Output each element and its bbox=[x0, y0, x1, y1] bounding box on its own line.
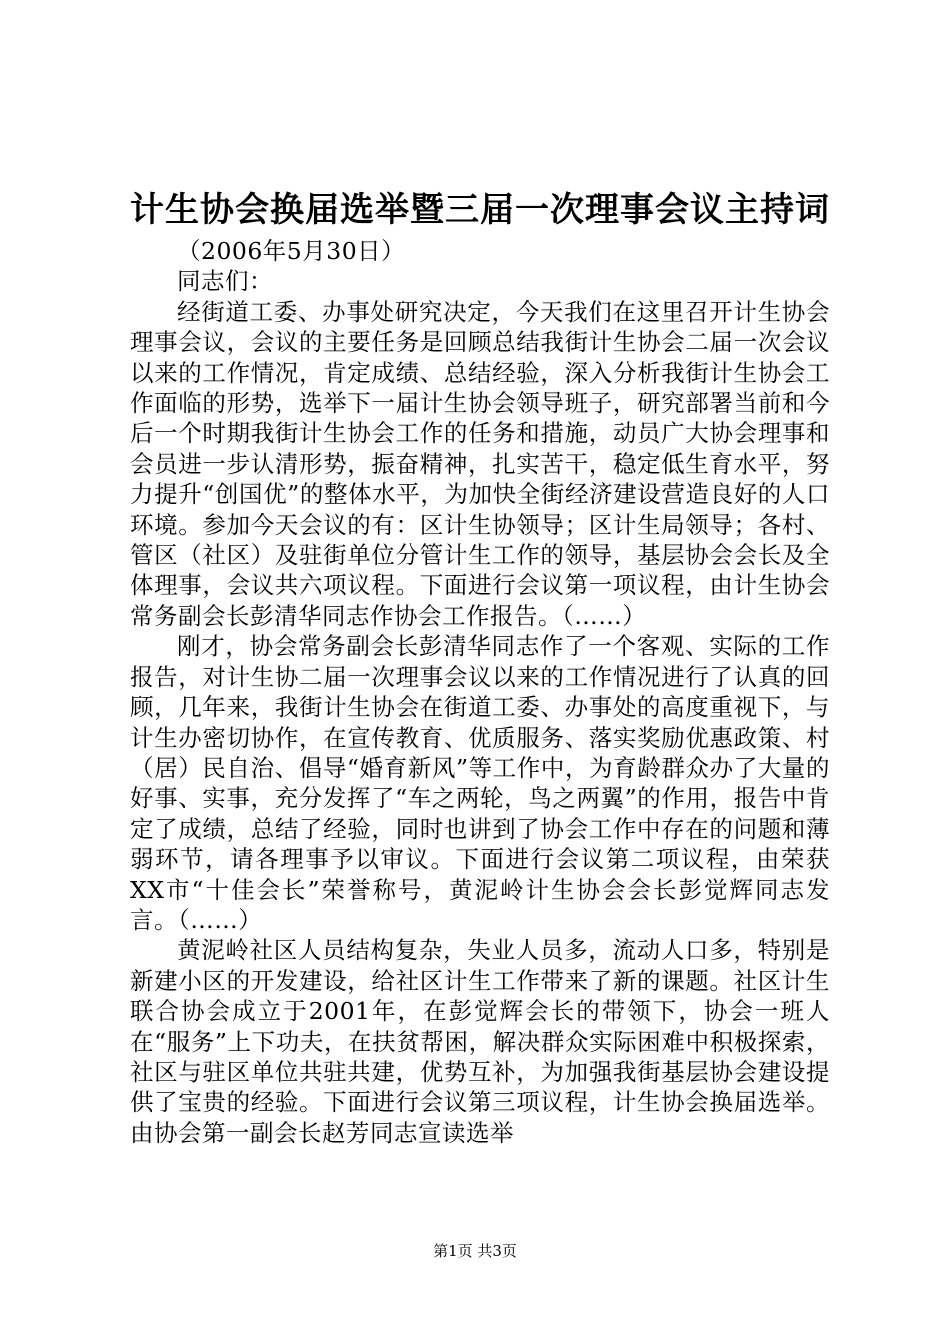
page-number-footer: 第1页 共3页 bbox=[433, 1242, 517, 1260]
paragraph-1: 经街道工委、办事处研究决定，今天我们在这里召开计生协会理事会议，会议的主要任务是回顾总结我街计生协会二届一次会议以来的工作情况，肯定成绩、总结经验，深入分析我街计生协会工作面临的形势，选举下一届计生协会领导班子，研究部署当前和今后一个时期我街计生协会工作的任务和措施，动员广大协会理事和会员进一步认清形势，振奋精神，扎实苦干，稳定低生育水平，努力提升“创国优”的整体水平，为加快全街经济建设营造良好的人口环境。参加今天会议的有：区计生协领导；区计生局领导；各村、管区（社区）及驻街单位分管计生工作的领导，基层协会会长及全体理事，会议共六项议程。下面进行会议第一项议程，由计生协会常务副会长彭清华同志作协会工作报告。（……） bbox=[130, 297, 830, 630]
paragraph-3: 黄泥岭社区人员结构复杂，失业人员多，流动人口多，特别是新建小区的开发建设，给社区计生工作带来了新的课题。社区计生联合协会成立于2001年，在彭觉辉会长的带领下，协会一班人在“服务”上下功夫，在扶贫帮困，解决群众实际困难中积极探索，社区与驻区单位共驻共建，优势互补，为加强我街基层协会建设提供了宝贵的经验。下面进行会议第三项议程，计生协会换届选举。由协会第一副会长赵芳同志宣读选举 bbox=[130, 936, 830, 1147]
salutation: 同志们： bbox=[177, 267, 273, 296]
document-body bbox=[130, 236, 830, 1148]
document-title: 计生协会换届选举暨三届一次理事会议主持词 bbox=[130, 190, 830, 230]
document-date: （2006年5月30日） bbox=[177, 237, 406, 265]
paragraph-2: 刚才，协会常务副会长彭清华同志作了一个客观、实际的工作报告，对计生协二届一次理事会议以来的工作情况进行了认真的回顾，几年来，我街计生协会在街道工委、办事处的高度重视下，与计生办密切协作，在宣传教育、优质服务、落实奖励优惠政策、村（居）民自治、倡导“婚育新风”等工作中，为育龄群众办了大量的好事、实事，充分发挥了“车之两轮，鸟之两翼”的作用，报告中肯定了成绩，总结了经验，同时也讲到了协会工作中存在的问题和薄弱环节，请各理事予以审议。下面进行会议第二项议程，由荣获XX市“十佳会长”荣誉称号，黄泥岭计生协会会长彭觉辉同志发言。（……） bbox=[130, 632, 830, 934]
